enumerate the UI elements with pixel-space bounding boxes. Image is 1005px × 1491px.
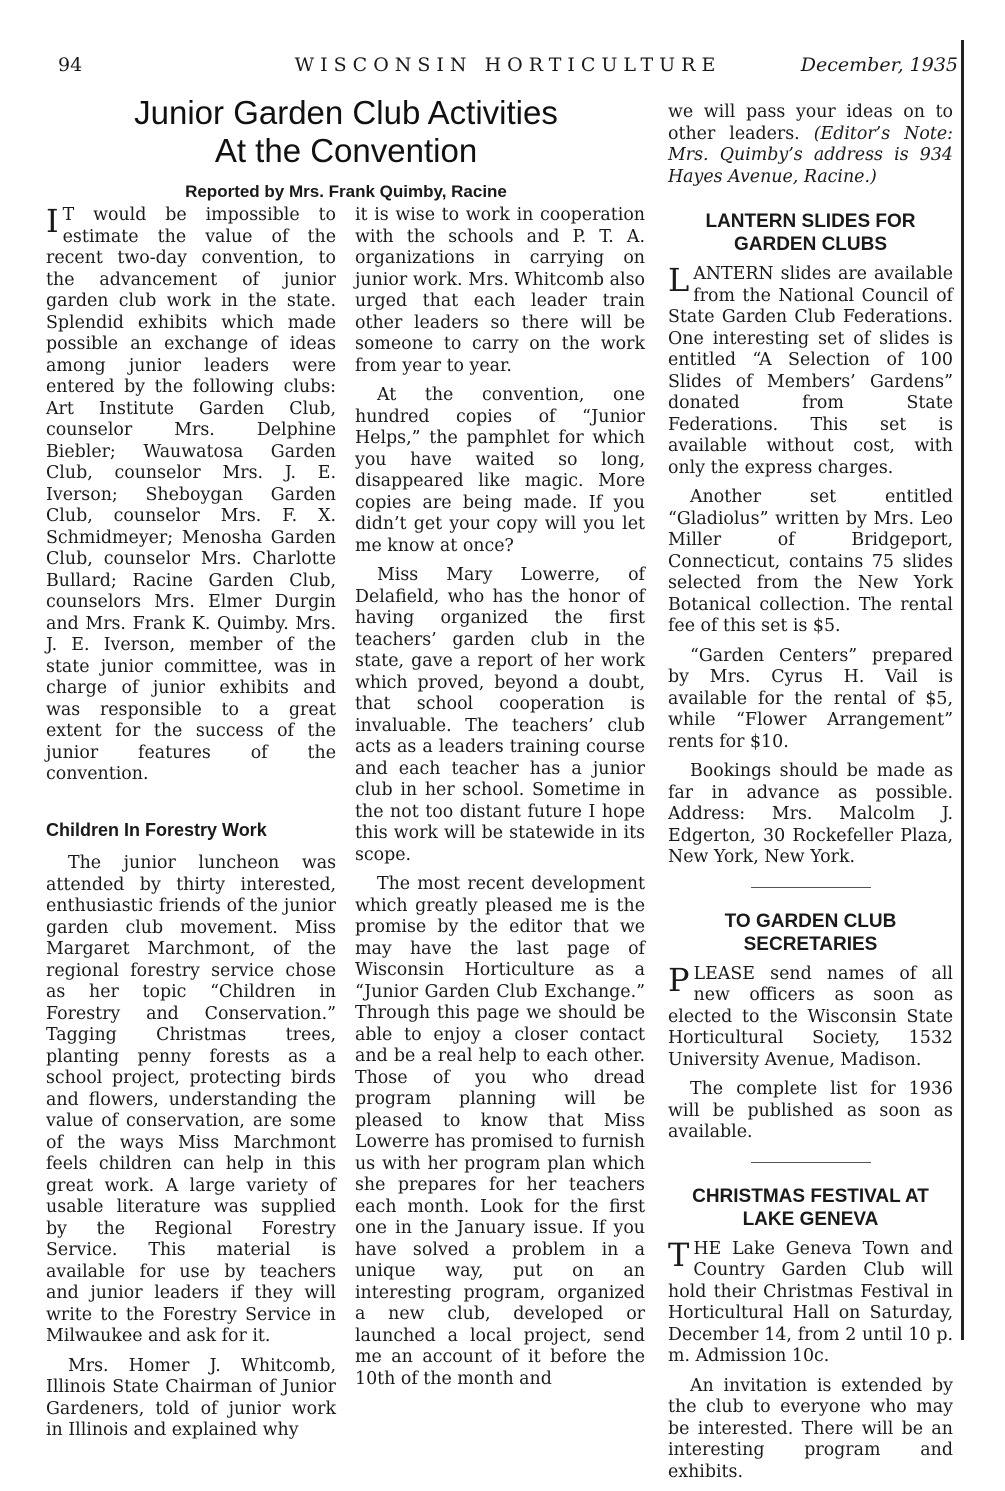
article-paragraph: it is wise to work in cooperation with the schools and P. T. A. organizations in carrying on junior work. Mrs. Whitcomb also urged that each leader train other leaders so there will be someone to carry on the work from year to year.	[355, 205, 645, 376]
lantern-title: LANTERN SLIDES FOR GARDEN CLUBS	[705, 211, 916, 255]
article-paragraph-continued	[668, 102, 953, 188]
lantern-paragraph: Another set entitled “Gladiolus” written by Mrs. Leo Miller of Bridgeport, Connecticut, contains 75 slides selected from the New York Botanical collection. The rental fee of this set is $5.	[668, 487, 953, 636]
editor-note: (Editor’s Note: Mrs. Quimby’s address is 934 Hayes Avenue, Racine.)	[668, 123, 953, 187]
lantern-paragraph: Bookings should be made as far in advance as possible. Address: Mrs. Malcolm J. Edgerton, 30 Rockefeller Plaza, New York, New York.	[668, 761, 953, 867]
drop-cap: I	[46, 202, 59, 240]
article-paragraph: Mrs. Homer J. Whitcomb, Illinois State Chairman of Junior Gardeners, told of junior work in Illinois and explained why	[46, 1355, 336, 1440]
festival-paragraph	[668, 1235, 953, 1368]
article-byline: Reported by Mrs. Frank Quimby, Racine	[185, 182, 507, 201]
article-paragraph: At the convention, one hundred copies of “Junior Helps,” the pamphlet for which you have waited so long, disappeared like magic. More copies are being made. If you didn’t get your copy will you let me know at once?	[355, 385, 645, 556]
lead-caps: ANTERN	[693, 264, 774, 284]
festival-paragraph: An invitation is extended by the club to everyone who may be interested. There will be an interesting program and exhibits.	[668, 1375, 953, 1482]
issue-date: December, 1935	[800, 54, 958, 76]
article-heading	[46, 94, 646, 202]
article-title	[46, 94, 646, 170]
section-divider	[751, 887, 871, 888]
article-paragraph: The junior luncheon was attended by thirty interested, enthusiastic friends of the junior garden club movement. Miss Margaret Marchmont, of the regional forestry service chose as her topic “Children in Forestry and Conservation.” Tagging Christmas trees, planting penny forests as a school project, protecting birds and flowers, understanding the value of conservation, are some of the ways Miss Marchmont feels children can help in this great work. A large variety of usable literature was supplied by the Regional Forestry Service. This material is available for use by teachers and junior leaders if they will write to the Forestry Service in Milwaukee and ask for it.	[46, 853, 336, 1346]
journal-title: WISCONSIN HORTICULTURE	[294, 54, 722, 76]
article-paragraph	[46, 202, 336, 786]
paragraph-text: send names of all new officers as soon as elected to the Wisconsin State Horticultural Society, 1532 University Avenue, Madison.	[668, 963, 953, 1070]
paragraph-text: slides are available from the National Council of State Garden Club Federations. One interesting set of slides is entitled “A Selection of 100 Slides of Members’ Gardens” donated from State Federations. This set is available without cost, with only the express charges.	[668, 264, 953, 478]
secretaries-paragraph	[668, 960, 953, 1072]
article-title-line2: At the Convention	[214, 132, 478, 169]
paragraph-text: Lake Geneva Town and Country Garden Club will hold their Christmas Festival in Horticultural Hall on Saturday, December 14, from 2 until 10 p. m. Admission 10c.	[668, 1238, 953, 1366]
article-title-line1: Junior Garden Club Activities	[134, 94, 558, 131]
lead-caps: HE	[693, 1238, 722, 1259]
lantern-paragraph: “Garden Centers” prepared by Mrs. Cyrus H. Vail is available for the rental of $5, while “Flower Arrangement” rents for $10.	[668, 645, 953, 752]
drop-cap: T	[668, 1235, 690, 1274]
festival-title: CHRISTMAS FESTIVAL AT LAKE GENEVA	[692, 1185, 929, 1230]
lead-caps: LEASE	[693, 963, 755, 984]
page-header	[58, 54, 958, 84]
drop-cap: P	[668, 960, 690, 999]
paragraph-text: we will pass your ideas on to other leaders.	[668, 102, 953, 144]
column-2	[355, 205, 645, 1398]
secretaries-paragraph: The complete list for 1936 will be published as soon as available.	[668, 1079, 953, 1142]
page-number: 94	[58, 54, 83, 76]
column-1	[46, 202, 336, 1450]
article-paragraph: Miss Mary Lowerre, of Delafield, who has the honor of having organized the first teachers’ garden club in the state, gave a report of her work which proved, beyond a doubt, that school cooperation is invaluable. The teachers’ club acts as a leaders training course and each teacher has a junior club in her school. Sometime in the not too distant future I hope this work will be statewide in its scope.	[355, 565, 645, 865]
drop-cap: L	[668, 261, 690, 299]
page-edge-rule	[961, 40, 964, 1340]
section-divider	[751, 1162, 871, 1163]
lantern-paragraph	[668, 261, 953, 479]
paragraph-text: T would be impossible to estimate the value of the recent two-day convention, to the advancement of junior garden club work in the state. Splendid exhibits which made possible an exchange of ideas among junior leaders were entered by the following clubs: Art Institute Garden Club, counselor Mrs. Delphine Biebler; Wauwatosa Garden Club, counselor Mrs. J. E. Iverson; Sheboygan Garden Club, counselor Mrs. F. X. Schmidmeyer; Menosha Garden Club, counselor Mrs. Charlotte Bullard; Racine Garden Club, counselors Mrs. Elmer Durgin and Mrs. Frank K. Quimby. Mrs. J. E. Iverson, member of the state junior committee, was in charge of junior exhibits and was responsible to a great extent for the success of the junior features of the convention.	[46, 205, 336, 784]
section-subhead: Children In Forestry Work	[46, 819, 267, 840]
secretaries-title: TO GARDEN CLUB SECRETARIES	[724, 910, 897, 955]
article-paragraph: The most recent development which greatly pleased me is the promise by the editor that we may have the last page of Wisconsin Horticulture as a “Junior Garden Club Exchange.” Through this page we should be able to enjoy a closer contact and be a real help to each other. Those of you who dread program planning will be pleased to know that Miss Lowerre has promised to furnish us with her program plan which she prepares for her teachers each month. Look for the first one in the January issue. If you have solved a problem in a unique way, put on an interesting program, organized a new club, developed or launched a local project, send me an account of it before the 10th of the month and	[355, 874, 645, 1389]
column-3	[668, 102, 953, 1491]
